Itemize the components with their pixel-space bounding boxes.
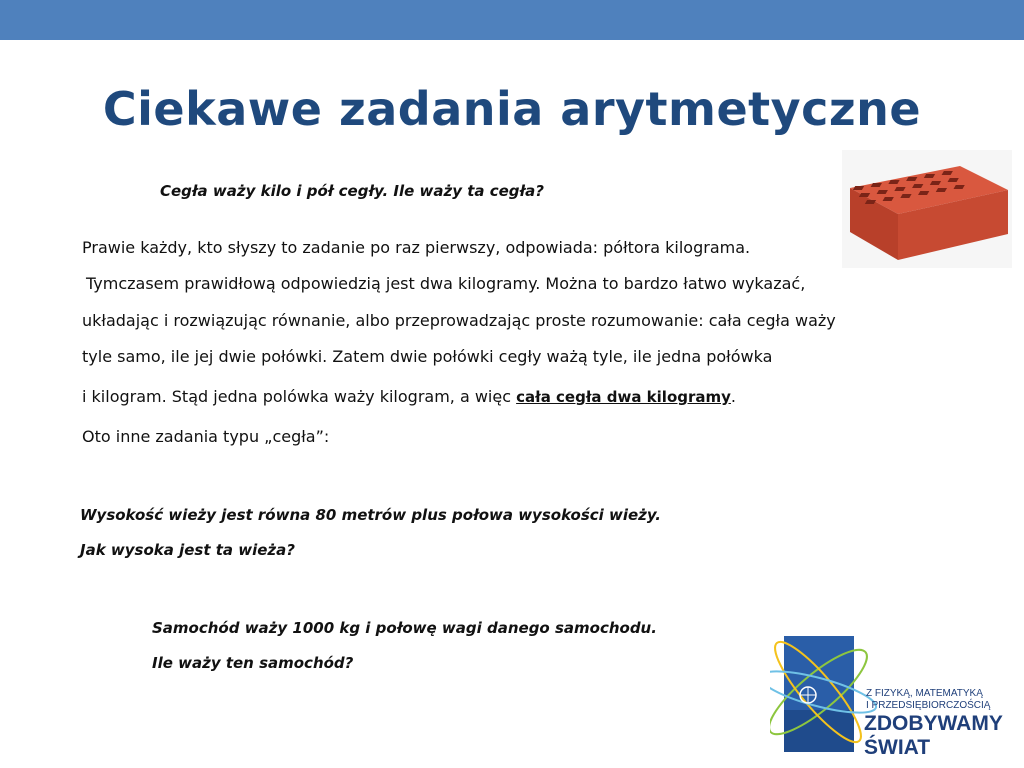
car-problem-line-1: Samochód waży 1000 kg i połowę wagi danego samochodu. [152,619,657,637]
answer-emphasis: cała cegła dwa kilogramy [516,388,731,406]
logo-line-3: ZDOBYWAMY [864,712,1003,735]
explanation-line-5 [82,387,736,406]
more-problems-intro: Oto inne zadania typu „cegła”: [82,427,330,446]
explanation-line-2: Tymczasem prawidłową odpowiedzią jest dwa kilogramy. Można to bardzo łatwo wykazać, [86,274,806,293]
explanation-line-5-prefix: i kilogram. Stąd jedna polówka waży kilogram, a więc [82,387,517,406]
car-problem-line-2: Ile waży ten samochód? [152,654,354,672]
tower-problem-line-2: Jak wysoka jest ta wieża? [80,541,295,559]
top-accent-bar [0,0,1024,40]
explanation-line-1: Prawie każdy, kto słyszy to zadanie po raz pierwszy, odpowiada: półtora kilograma. [82,238,751,257]
logo-line-2: I PRZEDSIĘBIORCZOŚCIĄ [866,700,991,711]
tower-problem-line-1: Wysokość wieży jest równa 80 metrów plus połowa wysokości wieży. [80,506,662,524]
project-logo [770,620,1024,768]
explanation-line-5-suffix: . [730,387,737,406]
logo-line-4: ŚWIAT [864,736,931,759]
explanation-line-4: tyle samo, ile jej dwie połówki. Zatem dwie połówki cegły ważą tyle, ile jedna połówka [82,347,773,366]
logo-line-1: Z FIZYKĄ, MATEMATYKĄ [866,688,983,699]
brick-problem: Cegła waży kilo i pół cegły. Ile waży ta cegła? [160,182,544,200]
brick-image [842,150,1012,268]
slide-title: Ciekawe zadania arytmetyczne [102,82,922,136]
explanation-line-3: układając i rozwiązując równanie, albo przeprowadzając proste rozumowanie: cała cegła waży [82,311,836,330]
